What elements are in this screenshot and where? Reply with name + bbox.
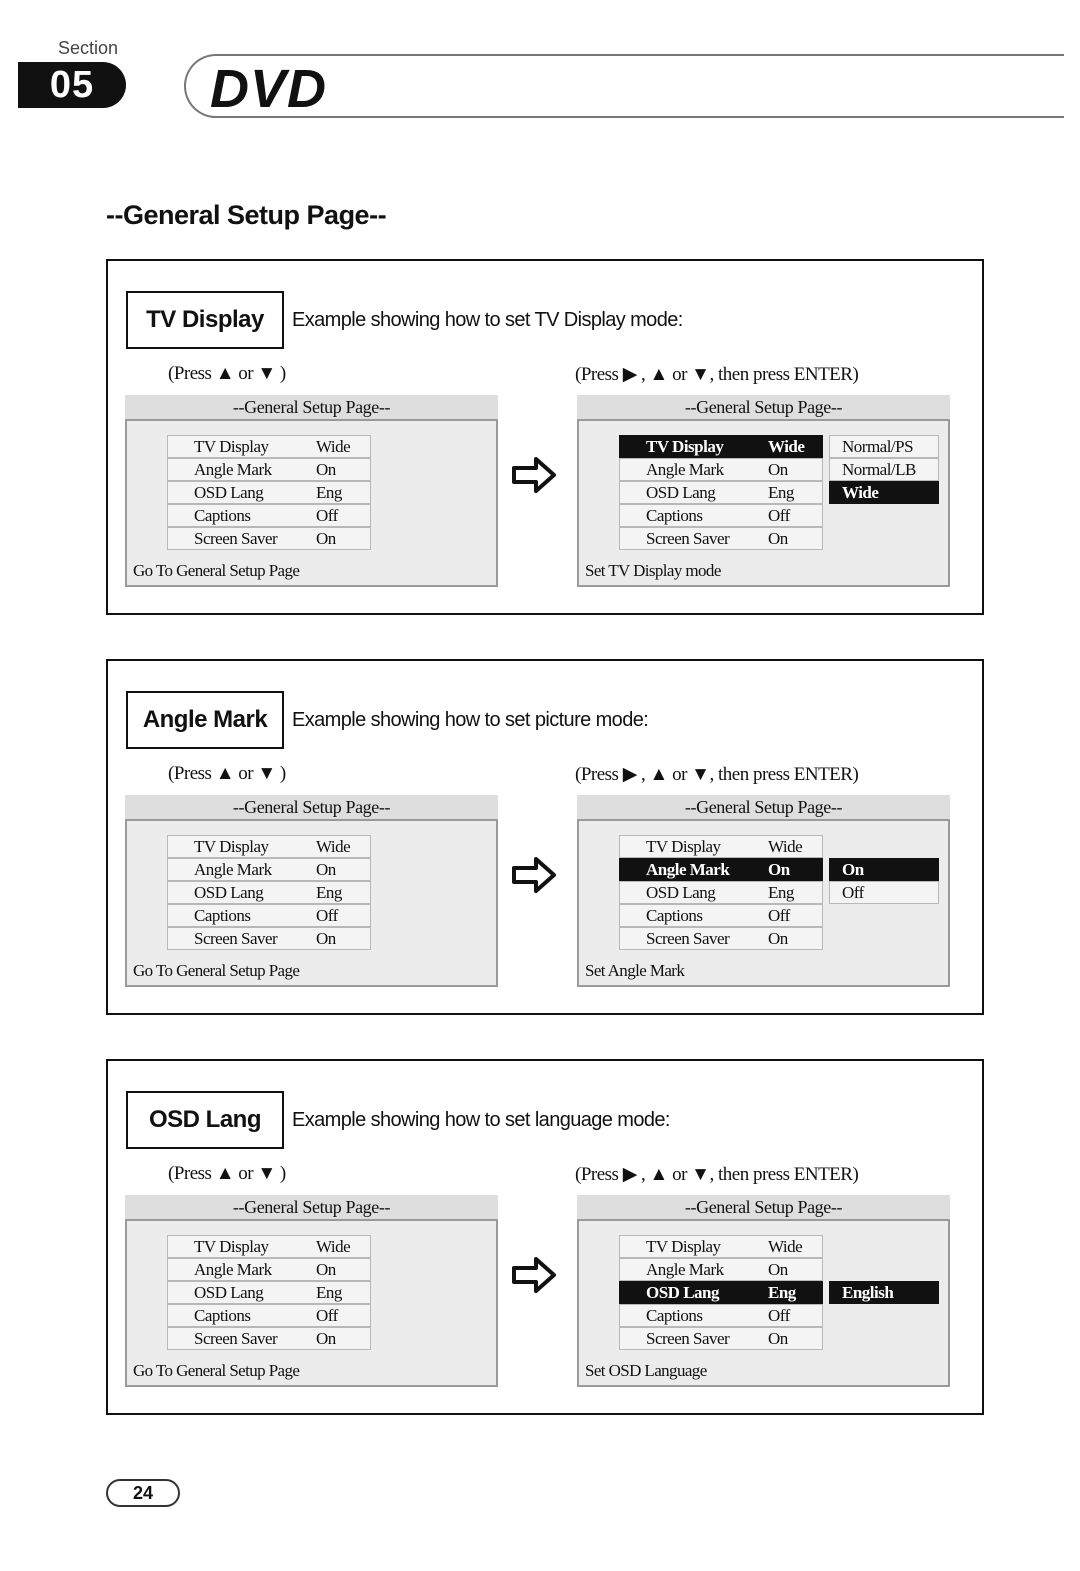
osd-panel-heading: --General Setup Page-- [577,1195,950,1219]
menu-row-angle-mark[interactable]: Angle Mark On [167,1258,371,1281]
menu-row-osd-lang[interactable]: OSD Lang Eng [619,881,823,904]
osd-panel-left [125,1219,498,1387]
menu-row-screen-saver[interactable]: Screen Saver On [167,527,371,550]
general-setup-heading: --General Setup Page-- [106,200,387,230]
panel-footer: Set OSD Language [585,1361,707,1380]
option-off[interactable]: Off [829,881,939,904]
osd-panel-left [125,419,498,587]
menu-row-screen-saver[interactable]: Screen Saver On [619,527,823,550]
press-instruction-left: (Press ▲ or ▼ ) [168,763,286,784]
option-list [829,858,939,904]
right-arrow-icon [510,1255,558,1295]
panel-footer: Go To General Setup Page [133,961,300,980]
press-instruction-right: (Press ▶ , ▲ or ▼, then press ENTER) [575,364,859,385]
osd-panel-right [577,419,950,587]
option-wide[interactable]: Wide [829,481,939,504]
panel-footer: Set TV Display mode [585,561,721,580]
osd-panel-heading: --General Setup Page-- [577,395,950,419]
option-normal-ps[interactable]: Normal/PS [829,435,939,458]
example-tv-display [106,259,984,615]
example-description: Example showing how to set TV Display mode: [292,309,683,331]
option-list [829,435,939,504]
osd-panel-heading: --General Setup Page-- [125,795,498,819]
right-arrow-icon [510,855,558,895]
menu-row-tv-display[interactable]: TV Display Wide [167,835,371,858]
menu-row-screen-saver[interactable]: Screen Saver On [167,1327,371,1350]
option-list [829,1281,939,1304]
example-description: Example showing how to set picture mode: [292,709,649,731]
menu-row-angle-mark[interactable]: Angle Mark On [167,858,371,881]
menu-row-tv-display[interactable]: TV Display Wide [619,435,823,458]
example-description: Example showing how to set language mode: [292,1109,670,1131]
menu-row-osd-lang[interactable]: OSD Lang Eng [619,1281,823,1304]
press-instruction-left: (Press ▲ or ▼ ) [168,363,286,384]
menu-row-captions[interactable]: Captions Off [619,904,823,927]
setup-menu [167,435,371,550]
menu-row-tv-display[interactable]: TV Display Wide [619,835,823,858]
page-title: DVD [210,59,328,119]
option-english[interactable]: English [829,1281,939,1304]
setup-menu [619,1235,823,1350]
menu-row-captions[interactable]: Captions Off [619,1304,823,1327]
menu-row-osd-lang[interactable]: OSD Lang Eng [619,481,823,504]
panel-footer: Go To General Setup Page [133,561,300,580]
menu-row-tv-display[interactable]: TV Display Wide [167,435,371,458]
menu-row-captions[interactable]: Captions Off [167,504,371,527]
osd-panel-left [125,819,498,987]
panel-footer: Set Angle Mark [585,961,685,980]
setup-menu [167,1235,371,1350]
menu-row-tv-display[interactable]: TV Display Wide [619,1235,823,1258]
press-instruction-right: (Press ▶ , ▲ or ▼, then press ENTER) [575,764,859,785]
menu-row-screen-saver[interactable]: Screen Saver On [619,1327,823,1350]
option-normal-lb[interactable]: Normal/LB [829,458,939,481]
menu-row-angle-mark[interactable]: Angle Mark On [619,1258,823,1281]
menu-row-captions[interactable]: Captions Off [167,1304,371,1327]
setup-menu [619,835,823,950]
example-label: TV Display [126,291,284,349]
menu-row-tv-display[interactable]: TV Display Wide [167,1235,371,1258]
page-number: 24 [106,1479,180,1507]
menu-row-angle-mark[interactable]: Angle Mark On [619,458,823,481]
section-label: Section [58,38,119,58]
osd-panel-right [577,819,950,987]
menu-row-angle-mark[interactable]: Angle Mark On [619,858,823,881]
menu-row-screen-saver[interactable]: Screen Saver On [619,927,823,950]
panel-footer: Go To General Setup Page [133,1361,300,1380]
osd-panel-heading: --General Setup Page-- [577,795,950,819]
press-instruction-right: (Press ▶ , ▲ or ▼, then press ENTER) [575,1164,859,1185]
example-osd-lang [106,1059,984,1415]
menu-row-captions[interactable]: Captions Off [167,904,371,927]
menu-row-osd-lang[interactable]: OSD Lang Eng [167,881,371,904]
menu-row-osd-lang[interactable]: OSD Lang Eng [167,481,371,504]
setup-menu [619,435,823,550]
osd-panel-heading: --General Setup Page-- [125,1195,498,1219]
example-angle-mark [106,659,984,1015]
menu-row-angle-mark[interactable]: Angle Mark On [167,458,371,481]
press-instruction-left: (Press ▲ or ▼ ) [168,1163,286,1184]
setup-menu [167,835,371,950]
osd-panel-right [577,1219,950,1387]
menu-row-captions[interactable]: Captions Off [619,504,823,527]
right-arrow-icon [510,455,558,495]
menu-row-osd-lang[interactable]: OSD Lang Eng [167,1281,371,1304]
example-label: OSD Lang [126,1091,284,1149]
example-label: Angle Mark [126,691,284,749]
section-number-badge: 05 [18,62,126,108]
menu-row-screen-saver[interactable]: Screen Saver On [167,927,371,950]
option-on[interactable]: On [829,858,939,881]
osd-panel-heading: --General Setup Page-- [125,395,498,419]
